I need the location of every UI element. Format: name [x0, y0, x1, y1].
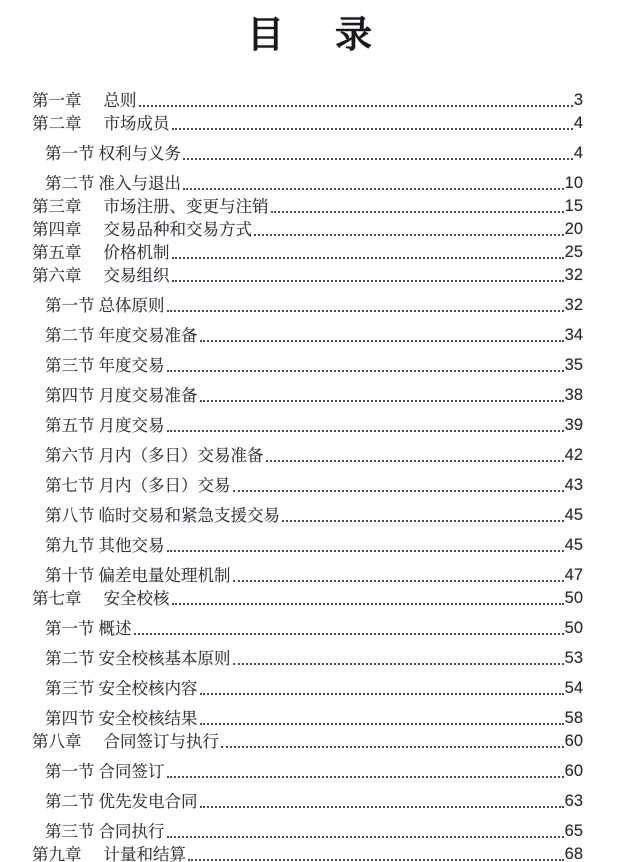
- toc-entry-title: 月内（多日）交易: [98, 476, 231, 496]
- toc-entry-page: 38: [564, 386, 583, 405]
- dot-leader: [233, 580, 564, 582]
- toc-entry-number: 第七章: [32, 589, 82, 609]
- toc-entry[interactable]: [0, 502, 583, 525]
- toc-entry-title: 优先发电合同: [98, 792, 198, 812]
- dot-leader: [167, 776, 564, 778]
- dot-leader: [134, 633, 564, 635]
- toc-entry[interactable]: [0, 87, 583, 110]
- toc-entry-page: 60: [564, 762, 583, 781]
- toc-entry-number: 第八章: [32, 732, 82, 752]
- toc-entry-page: 42: [564, 446, 583, 465]
- toc-entry-number: 第八节: [45, 506, 95, 526]
- dot-leader: [167, 430, 564, 432]
- dot-leader: [266, 460, 564, 462]
- toc-entry-title: 合同签订与执行: [103, 732, 219, 752]
- toc-entry-title: 月内（多日）交易准备: [98, 446, 264, 466]
- dot-leader: [172, 280, 564, 282]
- toc-entry-page: 68: [564, 845, 583, 862]
- toc-entry-number: 第五节: [45, 416, 95, 436]
- toc-entry[interactable]: [0, 532, 583, 555]
- toc-entry-title: 安全校核内容: [98, 679, 198, 699]
- dot-leader: [271, 211, 564, 213]
- dot-leader: [172, 603, 564, 605]
- toc-entry-number: 第一节: [45, 762, 95, 782]
- dot-leader: [200, 693, 564, 695]
- toc-entry-title: 合同签订: [98, 762, 165, 782]
- dot-leader: [221, 746, 564, 748]
- toc-entry-page: 43: [564, 476, 583, 495]
- toc-entry-title: 合同执行: [98, 822, 165, 842]
- dot-leader: [282, 520, 564, 522]
- toc-entry-page: 39: [564, 416, 583, 435]
- toc-entry-number: 第四节: [45, 709, 95, 729]
- dot-leader: [167, 310, 564, 312]
- toc-entry-title: 年度交易: [98, 356, 165, 376]
- toc-entry-page: 4: [573, 144, 583, 163]
- toc-entry-page: 45: [564, 506, 583, 525]
- toc-entry-title: 月度交易准备: [98, 386, 198, 406]
- toc-entry-page: 20: [564, 220, 583, 239]
- dot-leader: [167, 370, 564, 372]
- toc-entry[interactable]: [0, 216, 583, 239]
- toc-entry[interactable]: [0, 170, 583, 193]
- toc-entry[interactable]: [0, 562, 583, 585]
- toc-entry[interactable]: [0, 442, 583, 465]
- toc-entry-page: 53: [564, 649, 583, 668]
- dot-leader: [254, 234, 564, 236]
- toc-entry[interactable]: [0, 412, 583, 435]
- toc-entry-title: 交易组织: [103, 266, 170, 286]
- toc-entry-number: 第三节: [45, 822, 95, 842]
- toc-entry-title: 价格机制: [103, 243, 170, 263]
- dot-leader: [172, 257, 564, 259]
- toc-entry-page: 35: [564, 356, 583, 375]
- toc-entry-page: 65: [564, 822, 583, 841]
- dot-leader: [183, 188, 564, 190]
- toc-entry-page: 47: [564, 566, 583, 585]
- toc-entry-page: 10: [564, 174, 583, 193]
- toc-entry[interactable]: [0, 472, 583, 495]
- toc-entry[interactable]: [0, 841, 583, 862]
- dot-leader: [233, 490, 564, 492]
- toc-entry-page: 32: [564, 296, 583, 315]
- dot-leader: [183, 158, 573, 160]
- dot-leader: [200, 723, 564, 725]
- toc-entry-page: 15: [564, 197, 583, 216]
- toc-entry-title: 交易品种和交易方式: [103, 220, 252, 240]
- toc-entry[interactable]: [0, 110, 583, 133]
- dot-leader: [200, 400, 564, 402]
- toc-entry-title: 总体原则: [98, 296, 165, 316]
- toc-entry-number: 第一节: [45, 144, 95, 164]
- toc-entry[interactable]: [0, 705, 583, 728]
- toc-entry-page: 63: [564, 792, 583, 811]
- toc-entry-page: 58: [564, 709, 583, 728]
- toc-entry-page: 50: [564, 619, 583, 638]
- dot-leader: [167, 836, 564, 838]
- toc-entry-page: 25: [564, 243, 583, 262]
- toc-entry-number: 第二章: [32, 114, 82, 134]
- toc-entry-number: 第四章: [32, 220, 82, 240]
- toc-entry-number: 第十节: [45, 566, 95, 586]
- toc-entry[interactable]: [0, 292, 583, 315]
- toc-entry-title: 准入与退出: [98, 174, 181, 194]
- toc-entry[interactable]: [0, 645, 583, 668]
- dot-leader: [200, 340, 564, 342]
- toc-entry-number: 第九章: [32, 845, 82, 862]
- toc-entry[interactable]: [0, 239, 583, 262]
- toc-entry-number: 第一节: [45, 619, 95, 639]
- dot-leader: [200, 806, 564, 808]
- toc-entry-title: 安全校核: [103, 589, 170, 609]
- toc-entry-number: 第七节: [45, 476, 95, 496]
- toc-entry-title: 市场成员: [103, 114, 170, 134]
- page-title: 目 录: [247, 14, 379, 55]
- toc-entry[interactable]: [0, 382, 583, 405]
- toc-entry-number: 第三节: [45, 356, 95, 376]
- dot-leader: [188, 859, 564, 861]
- toc-entry-page: 4: [573, 114, 583, 133]
- dot-leader: [172, 128, 573, 130]
- toc-entry-page: 60: [564, 732, 583, 751]
- toc-entry-page: 54: [564, 679, 583, 698]
- toc-entry-title: 其他交易: [98, 536, 165, 556]
- toc-entry[interactable]: [0, 675, 583, 698]
- dot-leader: [139, 105, 573, 107]
- toc-entry-title: 年度交易准备: [98, 326, 198, 346]
- toc-entry-title: 安全校核基本原则: [98, 649, 231, 669]
- toc-entry[interactable]: [0, 758, 583, 781]
- toc-entry[interactable]: [0, 818, 583, 841]
- toc-entry-title: 总则: [103, 91, 137, 111]
- toc-entry-title: 权利与义务: [98, 144, 181, 164]
- toc-entry-number: 第一章: [32, 91, 82, 111]
- toc-entry-title: 月度交易: [98, 416, 165, 436]
- toc-entry-page: 3: [573, 91, 583, 110]
- dot-leader: [167, 550, 564, 552]
- toc-entry-number: 第二节: [45, 174, 95, 194]
- toc-entry-title: 安全校核结果: [98, 709, 198, 729]
- toc-entry-number: 第二节: [45, 649, 95, 669]
- toc-entry-number: 第三章: [32, 197, 82, 217]
- toc-entry-title: 临时交易和紧急支援交易: [98, 506, 280, 526]
- toc-entry[interactable]: [0, 585, 583, 608]
- toc-entry-page: 34: [564, 326, 583, 345]
- toc-list: [0, 87, 626, 862]
- toc-entry-title: 计量和结算: [103, 845, 186, 862]
- toc-entry-number: 第一节: [45, 296, 95, 316]
- dot-leader: [233, 663, 564, 665]
- toc-entry[interactable]: [0, 728, 583, 751]
- toc-entry-number: 第三节: [45, 679, 95, 699]
- toc-entry-number: 第四节: [45, 386, 95, 406]
- toc-entry-number: 第二节: [45, 792, 95, 812]
- toc-entry-page: 32: [564, 266, 583, 285]
- toc-entry[interactable]: [0, 262, 583, 285]
- toc-entry-number: 第五章: [32, 243, 82, 263]
- toc-entry[interactable]: [0, 140, 583, 163]
- toc-entry[interactable]: [0, 352, 583, 375]
- toc-entry-page: 50: [564, 589, 583, 608]
- toc-entry[interactable]: [0, 193, 583, 216]
- toc-entry-title: 概述: [98, 619, 132, 639]
- toc-entry-title: 偏差电量处理机制: [98, 566, 231, 586]
- toc-entry-number: 第九节: [45, 536, 95, 556]
- toc-entry-number: 第六章: [32, 266, 82, 286]
- toc-entry-page: 45: [564, 536, 583, 555]
- toc-entry[interactable]: [0, 788, 583, 811]
- toc-entry[interactable]: [0, 322, 583, 345]
- toc-entry-title: 市场注册、变更与注销: [103, 197, 269, 217]
- toc-entry[interactable]: [0, 615, 583, 638]
- toc-entry-number: 第二节: [45, 326, 95, 346]
- toc-entry-number: 第六节: [45, 446, 95, 466]
